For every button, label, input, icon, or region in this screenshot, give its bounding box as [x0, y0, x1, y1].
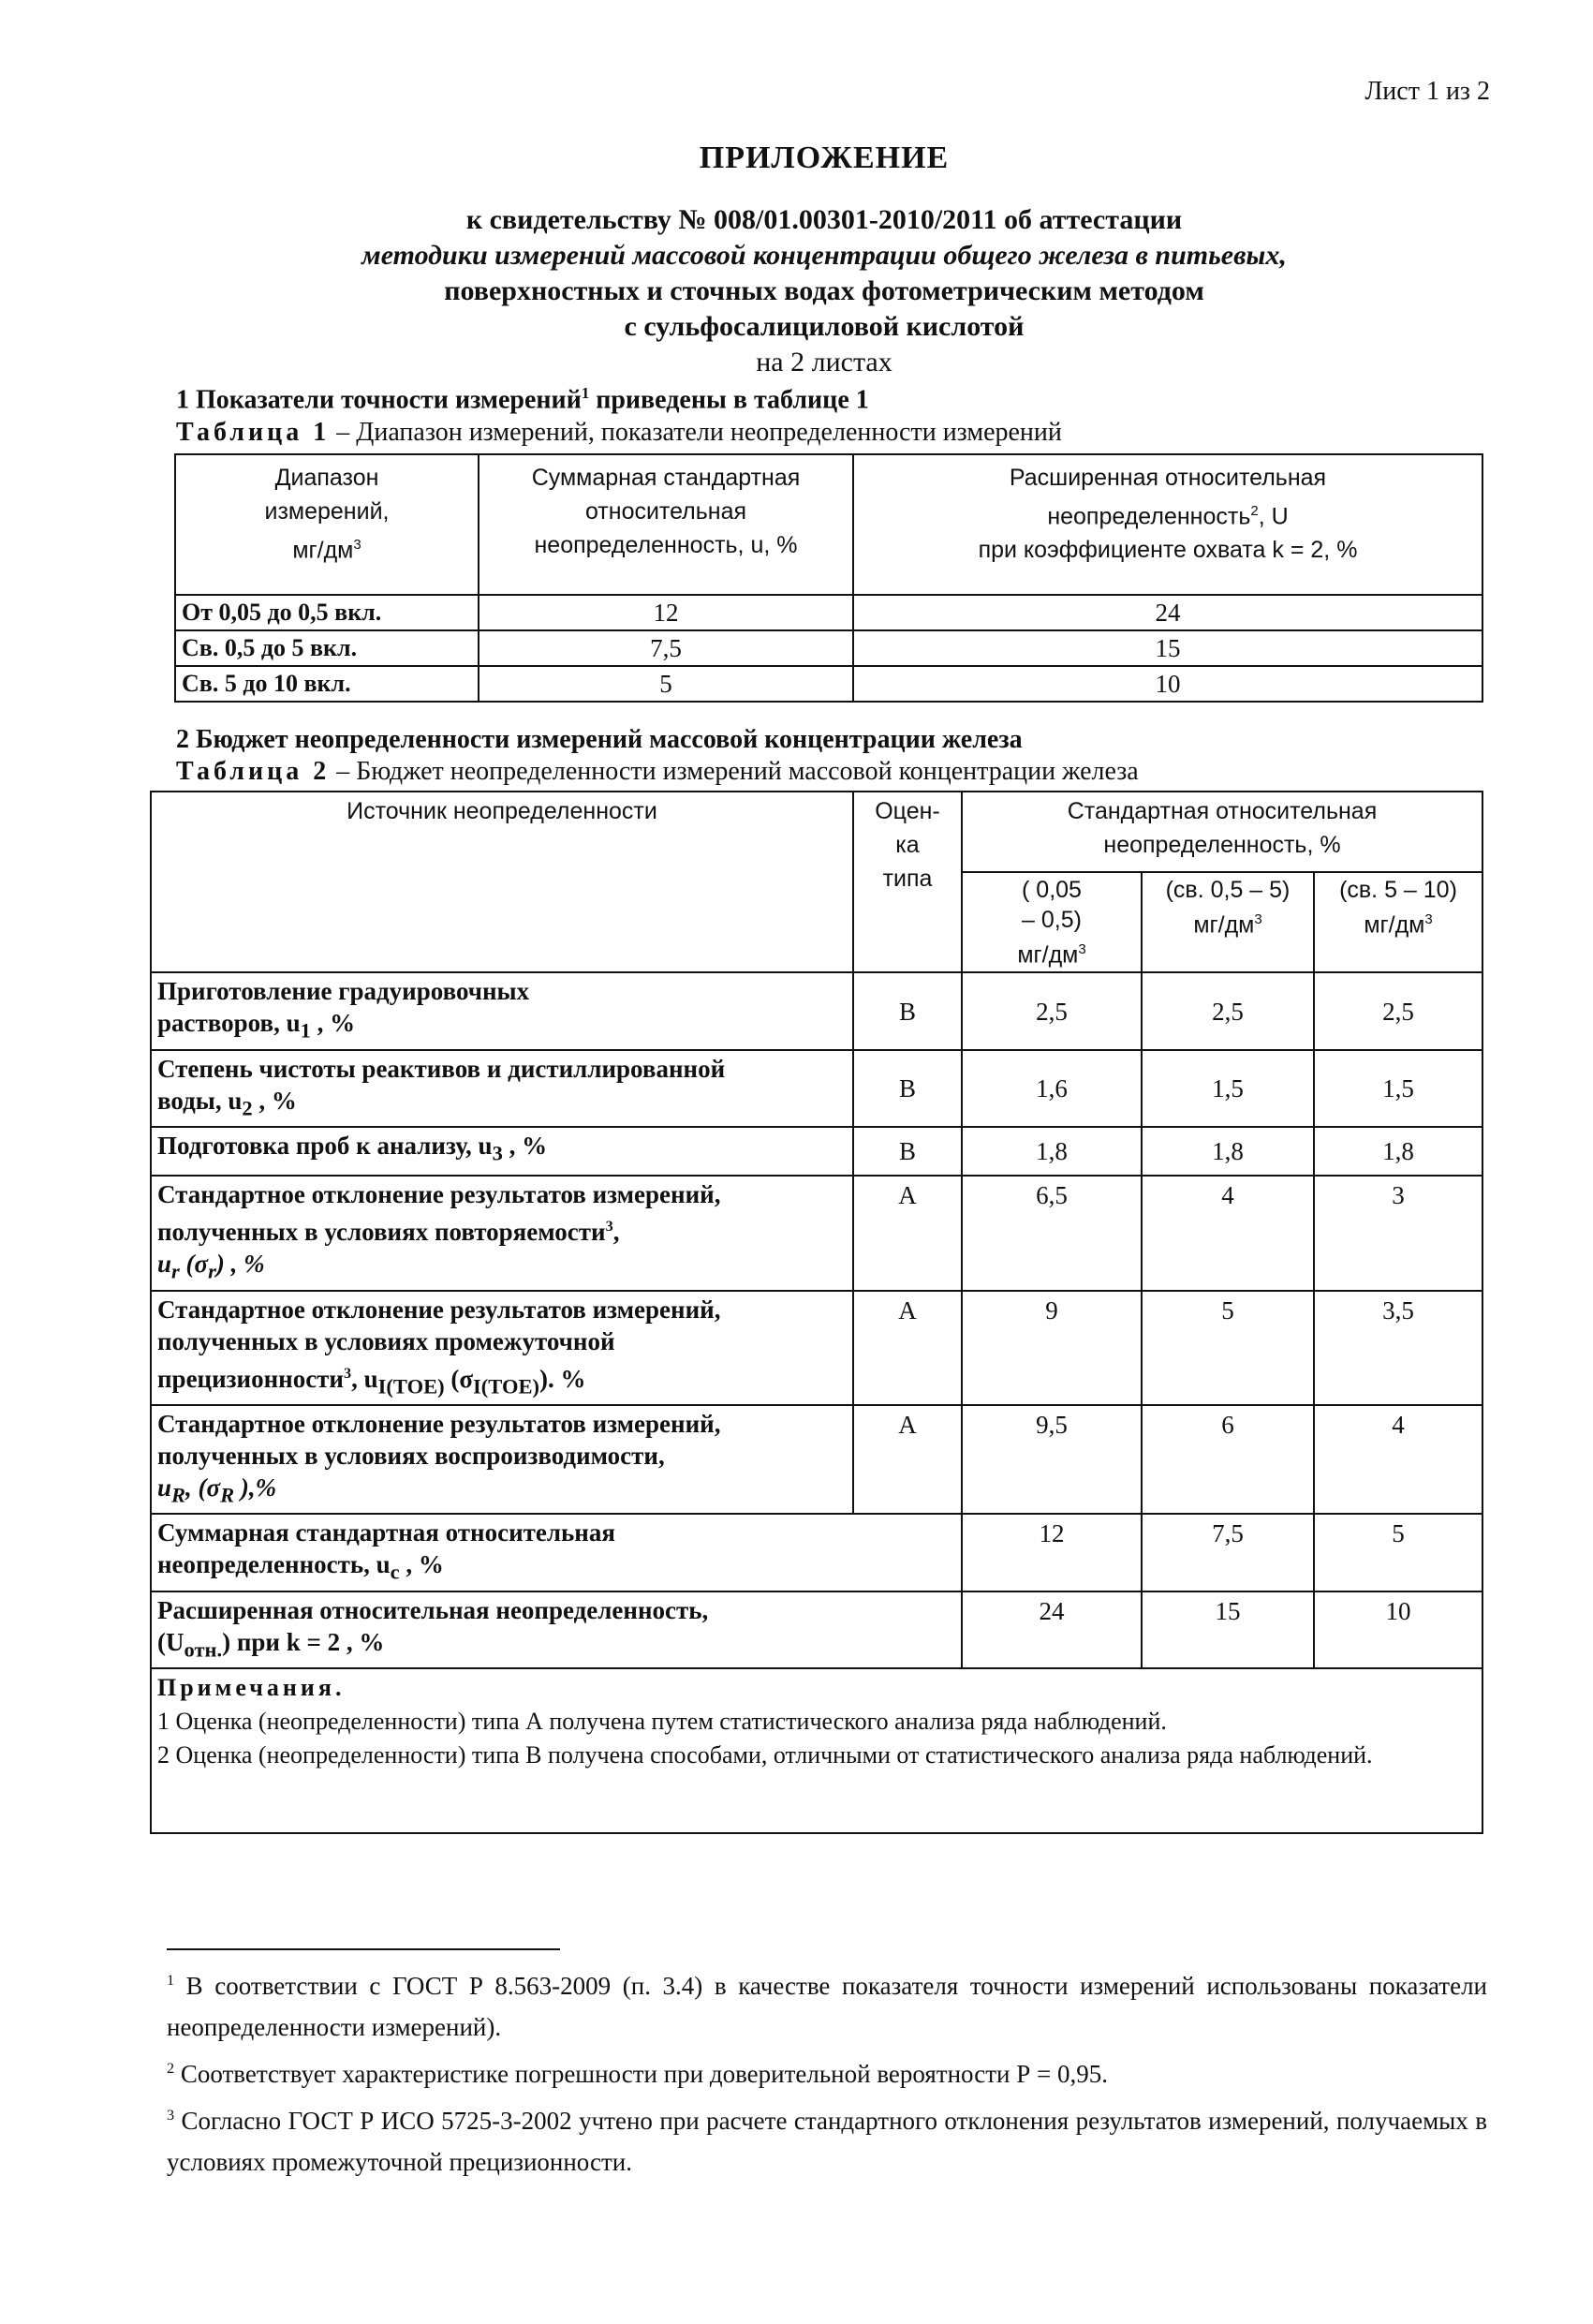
- table-2: [150, 791, 1483, 1834]
- section-1-text: 1 Показатели точности измерений: [176, 385, 582, 415]
- unit: мг/дм: [292, 537, 354, 564]
- source-text: [157, 1357, 847, 1402]
- cell-value: 5: [1314, 1514, 1482, 1591]
- notes-row: [151, 1668, 1482, 1833]
- source-part: , (σ: [185, 1473, 221, 1502]
- source-part: полученных в условиях повторяемости: [157, 1218, 606, 1247]
- footnote-marker: 3: [167, 2107, 175, 2124]
- subtitle-line-2: методики измерений массовой концентрации общего железа в питьевых,: [361, 240, 1287, 271]
- header-text: при коэффициенте охвата k = 2, %: [978, 537, 1358, 564]
- subscript: 1: [300, 1018, 311, 1043]
- header-U: [853, 454, 1482, 595]
- table-2-caption: [176, 757, 1139, 787]
- header-text: Стандартная относительная: [1067, 798, 1378, 824]
- table-1: [174, 453, 1483, 703]
- subscript: R: [220, 1483, 235, 1507]
- unit: мг/дм: [1364, 911, 1425, 939]
- subtitle-line-1: к свидетельству № 008/01.00301-2010/2011 об аттестации: [465, 204, 1183, 235]
- cell-value: 1,5: [1314, 1050, 1482, 1127]
- header-part: , U: [1258, 503, 1289, 530]
- cell-source: [151, 1050, 853, 1127]
- subscript: I(ТОЕ): [473, 1373, 539, 1398]
- cell-source: [151, 1291, 853, 1405]
- cell-value: 2,5: [962, 972, 1142, 1049]
- header-range-1: [962, 872, 1142, 972]
- table-row: [151, 1127, 1482, 1176]
- source-part: (U: [157, 1627, 184, 1656]
- header-u: [479, 454, 853, 595]
- subscript: r: [171, 1259, 180, 1283]
- cell-value: 24: [962, 1591, 1142, 1668]
- cell-range: Св. 5 до 10 вкл.: [175, 666, 479, 702]
- source-text: Стандартное отклонение результатов измерений,: [157, 1295, 721, 1324]
- footnote-marker: 1: [167, 1972, 175, 1989]
- table-1-caption-text: – Диапазон измерений, показатели неопределенности измерений: [330, 418, 1062, 447]
- header-text: Диапазон: [274, 465, 379, 491]
- subtitle-line-5: на 2 листах: [756, 347, 892, 377]
- notes-cell: [151, 1668, 1482, 1833]
- table-row: [151, 972, 1482, 1049]
- table-row: [151, 1176, 1482, 1290]
- cell-type: В: [853, 1050, 962, 1127]
- table-2-header-row-1: [151, 792, 1482, 872]
- subscript: 3: [492, 1141, 503, 1165]
- source-text: Суммарная стандартная относительная: [157, 1518, 615, 1547]
- header-range: [175, 454, 479, 595]
- header-text: ( 0,05: [1022, 877, 1082, 903]
- cell-value: 12: [962, 1514, 1142, 1591]
- source-part: , %: [399, 1550, 444, 1579]
- header-text: (св. 0,5 – 5): [1165, 877, 1291, 903]
- subscript: r: [208, 1259, 216, 1283]
- source-text: [157, 1548, 955, 1588]
- cell-U: 10: [853, 666, 1482, 702]
- source-text: Стандартное отклонение результатов измерений,: [157, 1409, 721, 1438]
- source-text: [157, 1007, 847, 1046]
- cell-value: 10: [1314, 1591, 1482, 1668]
- source-text: Степень чистоты реактивов и дистиллированной: [157, 1054, 726, 1083]
- header-text: Оцен-: [875, 798, 940, 824]
- note-1: 1 Оценка (неопределенности) типа А получена путем статистического анализа ряда наблюдений.: [157, 1708, 1167, 1736]
- subscript: c: [390, 1560, 400, 1584]
- cell-value: 6,5: [962, 1176, 1142, 1290]
- page-title: ПРИЛОЖЕНИЕ: [699, 141, 950, 175]
- cell-value: 2,5: [1314, 972, 1482, 1049]
- source-part: ) при k = 2 , %: [222, 1627, 385, 1656]
- subscript: I(ТОЕ): [377, 1373, 445, 1398]
- header-text: [1320, 905, 1476, 940]
- header-text: (св. 5 – 10): [1339, 877, 1457, 903]
- cell-U: 24: [853, 595, 1482, 630]
- cell-type: А: [853, 1291, 962, 1405]
- footnote-1: [167, 1960, 1487, 2048]
- cell-type: В: [853, 972, 962, 1049]
- source-text: Приготовление градуировочных: [157, 977, 530, 1006]
- header-std: [962, 792, 1482, 872]
- cell-value: 2,5: [1142, 972, 1314, 1049]
- source-part: , %: [252, 1086, 297, 1115]
- source-text: [157, 1472, 847, 1511]
- footnote-2: [167, 2048, 1487, 2095]
- source-part: (σ: [179, 1250, 209, 1279]
- unit: мг/дм: [1017, 941, 1079, 969]
- cell-value: 4: [1142, 1176, 1314, 1290]
- section-1-text-after: приведены в таблице 1: [589, 385, 869, 415]
- header-text: относительная: [584, 498, 747, 525]
- footnote-ref: 2: [1250, 503, 1259, 519]
- source-part: ) , %: [215, 1250, 265, 1279]
- table-row: [175, 666, 1482, 702]
- cell-source: [151, 1514, 962, 1591]
- table-1-label: Таблица 1: [176, 418, 331, 447]
- header-text: [1148, 905, 1307, 940]
- cell-value: 9: [962, 1291, 1142, 1405]
- source-text: [157, 1130, 847, 1169]
- source-part: Подготовка проб к анализу, u: [157, 1132, 493, 1161]
- section-1-heading: [176, 384, 869, 415]
- source-text: Стандартное отклонение результатов измерений,: [157, 1180, 721, 1209]
- unit-sup: 3: [1078, 941, 1086, 957]
- cell-u: 12: [479, 595, 853, 630]
- title-block: [159, 141, 1489, 380]
- cell-value: 1,8: [1314, 1127, 1482, 1176]
- footnote-text: В соответствии с ГОСТ Р 8.563-2009 (п. 3.4) в качестве показателя точности измерений использованы показатели неопределенности измерений).: [167, 1972, 1487, 2041]
- source-part: неопределенность, u: [157, 1550, 391, 1579]
- source-part: , %: [310, 1009, 356, 1038]
- cell-value: 5: [1142, 1291, 1314, 1405]
- source-part: u: [157, 1473, 172, 1502]
- header-text: Суммарная стандартная: [531, 465, 801, 491]
- source-part: (σ: [444, 1364, 474, 1393]
- footnote-text: Согласно ГОСТ Р ИСО 5725-3-2002 учтено при расчете стандартного отклонения результатов измерений, получаемых в условиях промежуточной прецизионности.: [167, 2107, 1487, 2176]
- unit-sup: 3: [353, 537, 361, 553]
- cell-value: 7,5: [1142, 1514, 1314, 1591]
- table-row: [151, 1514, 1482, 1591]
- table-1-caption: [176, 418, 1062, 448]
- cell-value: 6: [1142, 1405, 1314, 1514]
- table-2-label: Таблица 2: [176, 757, 331, 786]
- source-part: ). %: [539, 1364, 586, 1393]
- cell-type: В: [853, 1127, 962, 1176]
- cell-value: 15: [1142, 1591, 1314, 1668]
- table-row: [151, 1405, 1482, 1514]
- cell-source: [151, 1591, 962, 1668]
- header-range-3: [1314, 872, 1482, 972]
- header-type: [853, 792, 962, 972]
- header-text: ка: [895, 832, 920, 858]
- cell-type: А: [853, 1405, 962, 1514]
- source-text: [157, 1626, 955, 1665]
- table-row: [151, 1050, 1482, 1127]
- table-row: [151, 1291, 1482, 1405]
- cell-value: 4: [1314, 1405, 1482, 1514]
- source-part: u: [157, 1250, 172, 1279]
- cell-source: [151, 1176, 853, 1290]
- source-text: [157, 1210, 847, 1248]
- cell-value: 1,6: [962, 1050, 1142, 1127]
- subscript: отн.: [184, 1637, 223, 1662]
- source-text: полученных в условиях воспроизводимости,: [157, 1441, 665, 1470]
- footnotes: [167, 1960, 1487, 2183]
- source-text: Расширенная относительная неопределенность,: [157, 1595, 709, 1624]
- cell-range: От 0,05 до 0,5 вкл.: [175, 595, 479, 630]
- source-part: воды, u: [157, 1086, 243, 1115]
- source-text: полученных в условиях промежуточной: [157, 1326, 615, 1355]
- header-text: Расширенная относительная: [1009, 465, 1327, 491]
- footnote-ref: 1: [581, 384, 590, 402]
- sheet-number: Лист 1 из 2: [1364, 77, 1490, 106]
- source-part: прецизионности: [157, 1364, 344, 1393]
- header-text: неопределенность, u, %: [534, 532, 798, 558]
- unit: мг/дм: [1193, 911, 1255, 939]
- subscript: 2: [242, 1096, 253, 1120]
- cell-source: [151, 1127, 853, 1176]
- unit-sup: 3: [1254, 911, 1262, 927]
- table-row: [175, 630, 1482, 666]
- cell-value: 1,8: [962, 1127, 1142, 1176]
- footnote-divider: [167, 1948, 560, 1950]
- table-row: [151, 1591, 1482, 1668]
- header-source: Источник неопределенности: [151, 792, 853, 972]
- cell-value: 3,5: [1314, 1291, 1482, 1405]
- header-text: [182, 528, 472, 567]
- header-text: измерений,: [264, 498, 390, 525]
- cell-u: 7,5: [479, 630, 853, 666]
- source-part: ,: [612, 1218, 620, 1247]
- cell-value: 1,5: [1142, 1050, 1314, 1127]
- subtitle-line-3: поверхностных и сточных водах фотометрическим методом: [444, 275, 1204, 306]
- notes-title: Примечания.: [157, 1674, 346, 1702]
- source-part: растворов, u: [157, 1009, 301, 1038]
- table-1-header-row: [175, 454, 1482, 595]
- cell-value: 9,5: [962, 1405, 1142, 1514]
- note-2: 2 Оценка (неопределенности) типа В получена способами, отличными от статистического анализа ряда наблюдений.: [157, 1741, 1373, 1769]
- header-range-2: [1142, 872, 1314, 972]
- header-text: неопределенность, %: [1103, 832, 1341, 858]
- cell-U: 15: [853, 630, 1482, 666]
- footnote-marker: 2: [167, 2060, 175, 2077]
- cell-range: Св. 0,5 до 5 вкл.: [175, 630, 479, 666]
- source-text: [157, 1248, 847, 1287]
- section-2-heading: 2 Бюджет неопределенности измерений массовой концентрации железа: [176, 725, 1023, 754]
- footnote-ref: 3: [605, 1218, 613, 1236]
- footnote-ref: 3: [344, 1364, 352, 1382]
- source-text: [157, 1085, 847, 1124]
- cell-value: 3: [1314, 1176, 1482, 1290]
- subtitle-line-4: с сульфосалициловой кислотой: [624, 311, 1025, 342]
- subscript: R: [171, 1483, 186, 1507]
- header-text: типа: [882, 866, 933, 892]
- header-text: [968, 935, 1135, 970]
- header-text: – 0,5): [1022, 907, 1082, 933]
- footnote-3: [167, 2095, 1487, 2183]
- table-2-caption-text: – Бюджет неопределенности измерений массовой концентрации железа: [330, 757, 1139, 786]
- cell-source: [151, 1405, 853, 1514]
- cell-type: А: [853, 1176, 962, 1290]
- table-row: [175, 595, 1482, 630]
- header-text: [860, 495, 1476, 533]
- source-part: , u: [351, 1364, 378, 1393]
- cell-u: 5: [479, 666, 853, 702]
- unit-sup: 3: [1424, 911, 1433, 927]
- header-part: неопределенность: [1047, 503, 1251, 530]
- cell-value: 1,8: [1142, 1127, 1314, 1176]
- source-part: , %: [502, 1132, 548, 1161]
- cell-source: [151, 972, 853, 1049]
- footnote-text: Соответствует характеристике погрешности при доверительной вероятности Р = 0,95.: [174, 2060, 1108, 2088]
- source-part: ),%: [234, 1473, 277, 1502]
